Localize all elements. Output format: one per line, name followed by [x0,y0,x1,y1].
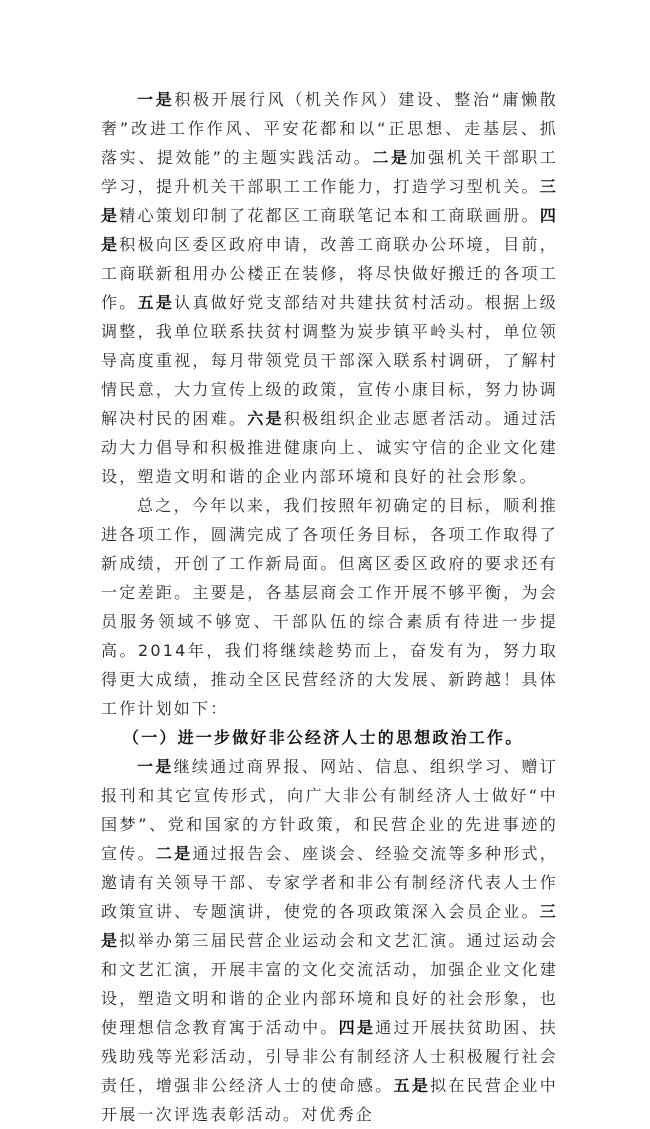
ordinal-marker: 三是 [101,902,558,950]
paragraph-text: 精心策划印制了花都区工商联笔记本和工商联画册。 [119,206,540,225]
paragraph-text: 通过报告会、座谈会、经验交流等多种形式，邀请有关领导干部、专家学者和非公有制经济代表人士作政策宣讲、专题演讲，使党的各项政策深入会员企业。 [101,844,558,921]
ordinal-marker: 一是 [137,90,175,109]
ordinal-marker: 一是 [137,757,174,776]
ordinal-marker: 二是 [372,148,410,167]
ordinal-marker: 六是 [247,409,284,428]
paragraph-text: 拟在民营企业中开展一次评选表彰活动。对优秀企 [101,1076,559,1124]
ordinal-marker: 二是 [155,844,193,863]
paragraph-text: 总之，今年以来，我们按照年初确定的目标，顺利推进各项工作，圆满完成了各项任务目标，各项工作取得了新成绩，开创了工作新局面。但离区委区政府的要求还有一定差距。主要是，各基层商会工作开展不够平衡，为会员服务领域不够宽、干部队伍的综合素质有待进一步提高。2014年，我们将继续趁势而上，奋发有为，努力取得更大成绩，推动全区民营经济的大发展、新跨越！具体工作计划如下： [101,496,558,718]
ordinal-marker: 三是 [101,177,558,225]
paragraph-text: 继续通过商界报、网站、信息、组织学习、赠订报刊和其它宣传形式，向广大非公有制经济人士做好“中国梦”、党和国家的方针政策，和民营企业的先进事迹的宣传。 [101,757,558,863]
paragraph-conclusion [101,491,558,723]
ordinal-marker: 四是 [338,1018,376,1037]
paragraph-work-summary [101,85,558,491]
paragraph-text: 积极向区委区政府申请，改善工商联办公环境，目前，工商联新租用办公楼正在装修，将尽快做好搬迁的各项工作。 [101,235,558,312]
section-heading: （一）进一步做好非公经济人士的思想政治工作。 [123,728,524,747]
paragraph-text: 通过开展扶贫助困、扶残助残等光彩活动，引导非公有制经济人士积极履行社会责任，增强非公经济人士的使命感。 [101,1018,558,1095]
paragraph-text: 加强机关干部职工学习，提升机关干部职工工作能力，打造学习型机关。 [101,148,559,196]
paragraph-text: 拟举办第三届民营企业运动会和文艺汇演。通过运动会和文艺汇演，开展丰富的文化交流活动，加强企业文化建设，塑造文明和谐的企业内部环境和良好的社会形象，也使理想信念教育寓于活动中。 [101,931,558,1037]
ordinal-marker: 四是 [101,206,559,254]
paragraph-plan-items [101,752,558,1129]
paragraph-text: 积极组织企业志愿者活动。通过活动大力倡导和积极推进健康向上、诚实守信的企业文化建设，塑造文明和谐的企业内部环境和良好的社会形象。 [101,409,558,486]
paragraph-text: 认真做好党支部结对共建扶贫村活动。根据上级调整，我单位联系扶贫村调整为炭步镇平岭头村，单位领导高度重视，每月带领党员干部深入联系村调研，了解村情民意，大力宣传上级的政策，宣传小康目标，努力协调解决村民的困难。 [101,293,559,428]
paragraph-text: 积极开展行风（机关作风）建设、整治“庸懒散奢”改进工作作风、平安花都和以“正思想、走基层、抓落实、提效能”的主题实践活动。 [101,90,558,167]
ordinal-marker: 五是 [137,293,175,312]
ordinal-marker: 五是 [393,1076,431,1095]
document-page [101,85,558,1129]
